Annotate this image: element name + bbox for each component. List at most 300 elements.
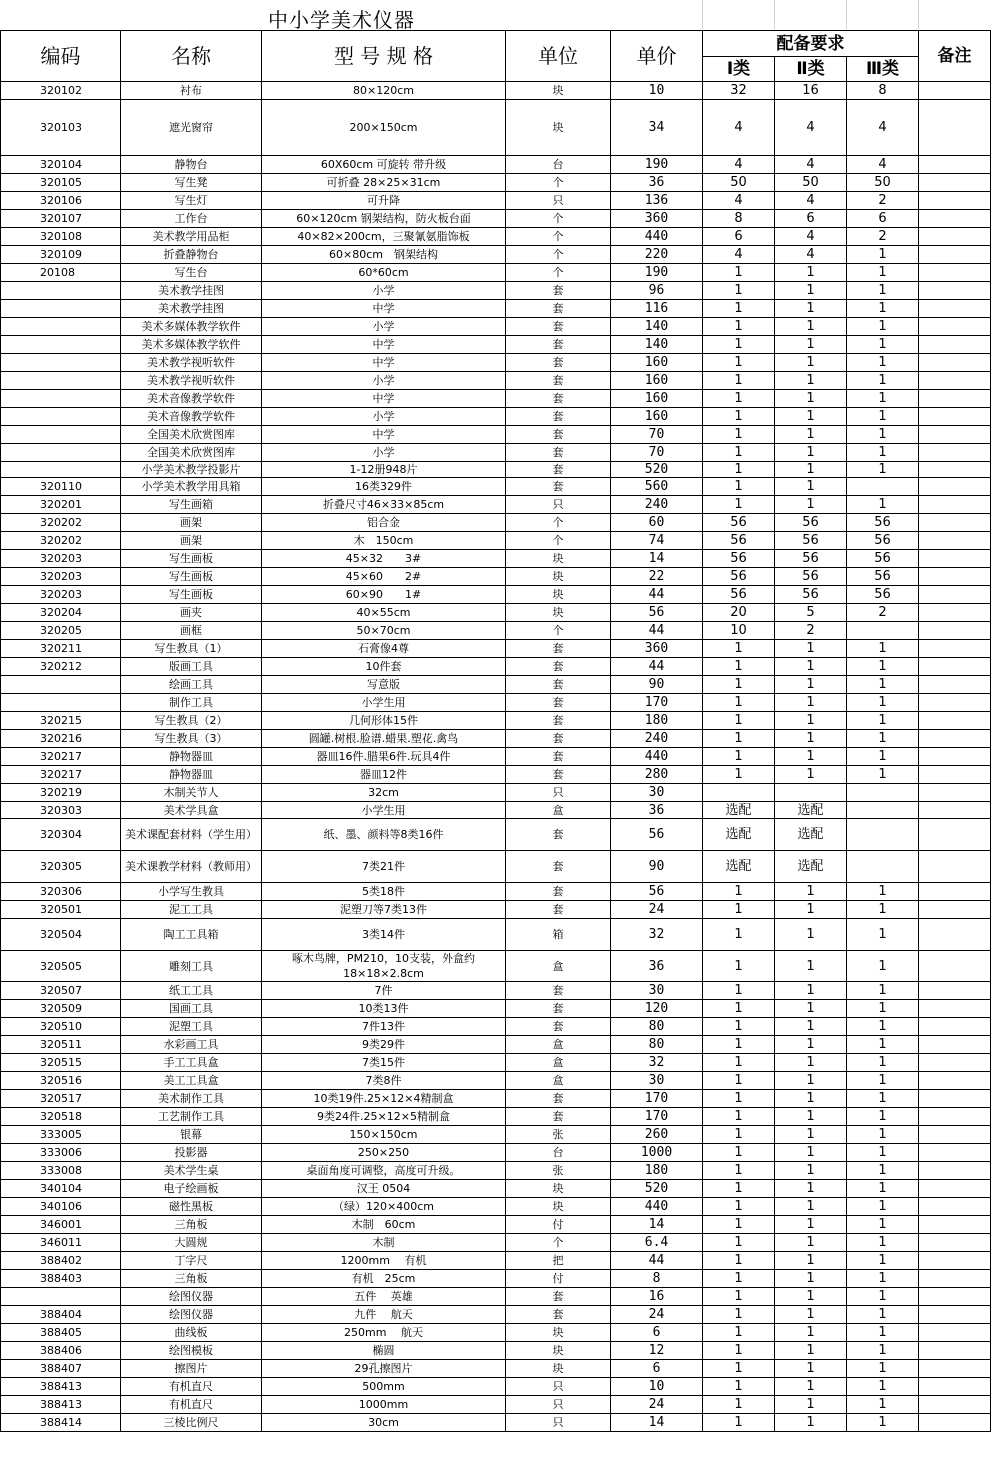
cell-spec: 木 150cm — [262, 532, 506, 550]
cell-class-1: 1 — [703, 1018, 775, 1036]
table-row — [1, 426, 991, 444]
table-row — [1, 478, 991, 496]
cell-unit: 套 — [506, 676, 611, 694]
cell-code: 340106 — [1, 1198, 121, 1216]
cell-spec: 7类15件 — [262, 1054, 506, 1072]
cell-remark — [919, 1234, 991, 1252]
cell-spec: 60X60cm 可旋转 带升级 — [262, 156, 506, 174]
cell-spec: 纸、墨、颜料等8类16件 — [262, 819, 506, 851]
cell-unit: 套 — [506, 658, 611, 676]
cell-price: 70 — [611, 444, 703, 462]
cell-class-3: 1 — [847, 1288, 919, 1306]
cell-code: 388402 — [1, 1252, 121, 1270]
table-row — [1, 1072, 991, 1090]
cell-name: 静物器皿 — [121, 748, 262, 766]
cell-class-3: 1 — [847, 1000, 919, 1018]
cell-class-2: 1 — [775, 1414, 847, 1432]
cell-remark — [919, 282, 991, 300]
cell-class-2: 1 — [775, 1090, 847, 1108]
cell-class-1: 56 — [703, 514, 775, 532]
cell-name: 国画工具 — [121, 1000, 262, 1018]
cell-class-2: 1 — [775, 1378, 847, 1396]
cell-spec: 几何形体15件 — [262, 712, 506, 730]
cell-spec: 1000mm — [262, 1396, 506, 1414]
cell-name: 写生画箱 — [121, 496, 262, 514]
cell-unit: 盒 — [506, 1054, 611, 1072]
cell-unit: 套 — [506, 336, 611, 354]
cell-class-3: 1 — [847, 1378, 919, 1396]
table-row — [1, 1342, 991, 1360]
header-price: 单价 — [611, 31, 703, 82]
cell-remark — [919, 1216, 991, 1234]
cell-class-1: 1 — [703, 640, 775, 658]
cell-unit: 只 — [506, 192, 611, 210]
cell-code: 320303 — [1, 802, 121, 819]
cell-code: 320518 — [1, 1108, 121, 1126]
cell-code: 388413 — [1, 1396, 121, 1414]
table-row — [1, 1000, 991, 1018]
cell-class-3: 1 — [847, 426, 919, 444]
table-row — [1, 444, 991, 462]
cell-class-1: 1 — [703, 1072, 775, 1090]
cell-class-1: 1 — [703, 748, 775, 766]
cell-unit: 套 — [506, 901, 611, 919]
cell-code: 320211 — [1, 640, 121, 658]
cell-remark — [919, 748, 991, 766]
cell-unit: 套 — [506, 372, 611, 390]
cell-class-2: 1 — [775, 336, 847, 354]
cell-spec: 中学 — [262, 390, 506, 408]
cell-code: 346011 — [1, 1234, 121, 1252]
cell-class-1: 1 — [703, 730, 775, 748]
cell-name: 绘图仪器 — [121, 1306, 262, 1324]
cell-unit: 只 — [506, 1414, 611, 1432]
table-row — [1, 1216, 991, 1234]
cell-spec: 150×150cm — [262, 1126, 506, 1144]
cell-spec: 1200mm 有机 — [262, 1252, 506, 1270]
table-row — [1, 586, 991, 604]
table-row — [1, 372, 991, 390]
cell-class-1: 50 — [703, 174, 775, 192]
table-row — [1, 1108, 991, 1126]
table-row — [1, 919, 991, 951]
cell-unit: 套 — [506, 766, 611, 784]
cell-remark — [919, 851, 991, 883]
table-row — [1, 408, 991, 426]
cell-name: 全国美术欣赏图库 — [121, 444, 262, 462]
cell-class-2: 1 — [775, 478, 847, 496]
cell-price: 220 — [611, 246, 703, 264]
cell-code: 388414 — [1, 1414, 121, 1432]
cell-unit: 套 — [506, 462, 611, 478]
cell-remark — [919, 951, 991, 982]
table-row — [1, 1018, 991, 1036]
cell-price: 240 — [611, 496, 703, 514]
cell-price: 190 — [611, 156, 703, 174]
cell-class-3: 1 — [847, 1360, 919, 1378]
cell-class-1: 1 — [703, 901, 775, 919]
cell-code: 320203 — [1, 568, 121, 586]
cell-code: 388413 — [1, 1378, 121, 1396]
cell-spec: 60×80cm 钢架结构 — [262, 246, 506, 264]
cell-code: 320215 — [1, 712, 121, 730]
cell-spec: 40×82×200cm，三聚氰氨脂饰板 — [262, 228, 506, 246]
cell-class-3: 1 — [847, 300, 919, 318]
cell-remark — [919, 496, 991, 514]
cell-unit: 只 — [506, 1396, 611, 1414]
cell-name: 泥塑工具 — [121, 1018, 262, 1036]
cell-price: 170 — [611, 694, 703, 712]
cell-price: 14 — [611, 550, 703, 568]
cell-unit: 盒 — [506, 951, 611, 982]
cell-unit: 块 — [506, 568, 611, 586]
cell-class-1: 1 — [703, 426, 775, 444]
cell-code: 320217 — [1, 748, 121, 766]
cell-remark — [919, 586, 991, 604]
cell-name: 工艺制作工具 — [121, 1108, 262, 1126]
cell-class-1: 1 — [703, 951, 775, 982]
cell-class-2: 6 — [775, 210, 847, 228]
table-row — [1, 192, 991, 210]
header-class-2: Ⅱ类 — [775, 57, 847, 82]
cell-spec: 桌面角度可调整，高度可升级。 — [262, 1162, 506, 1180]
cell-price: 10 — [611, 1378, 703, 1396]
cell-code: 320109 — [1, 246, 121, 264]
cell-unit: 套 — [506, 851, 611, 883]
cell-class-3 — [847, 622, 919, 640]
table-row — [1, 532, 991, 550]
cell-class-2: 56 — [775, 550, 847, 568]
cell-code: 320305 — [1, 851, 121, 883]
cell-class-2: 56 — [775, 586, 847, 604]
cell-price: 6.4 — [611, 1234, 703, 1252]
cell-spec: 30cm — [262, 1414, 506, 1432]
cell-class-1: 1 — [703, 372, 775, 390]
table-row — [1, 1270, 991, 1288]
cell-remark — [919, 478, 991, 496]
cell-price: 280 — [611, 766, 703, 784]
cell-price: 440 — [611, 1198, 703, 1216]
cell-class-1: 1 — [703, 1378, 775, 1396]
cell-class-1: 选配 — [703, 802, 775, 819]
cell-spec: 汉王 0504 — [262, 1180, 506, 1198]
cell-spec: 中学 — [262, 354, 506, 372]
table-row — [1, 640, 991, 658]
table-row — [1, 390, 991, 408]
cell-spec: 9类29件 — [262, 1036, 506, 1054]
cell-class-2: 1 — [775, 1252, 847, 1270]
cell-unit: 套 — [506, 819, 611, 851]
cell-class-2: 1 — [775, 951, 847, 982]
table-row — [1, 748, 991, 766]
cell-remark — [919, 1018, 991, 1036]
cell-spec: 有机 25cm — [262, 1270, 506, 1288]
cell-unit: 块 — [506, 586, 611, 604]
cell-code: 333006 — [1, 1144, 121, 1162]
cell-unit: 套 — [506, 748, 611, 766]
cell-spec: 7类21件 — [262, 851, 506, 883]
cell-unit: 个 — [506, 210, 611, 228]
cell-class-1: 选配 — [703, 851, 775, 883]
cell-price: 260 — [611, 1126, 703, 1144]
cell-class-2: 4 — [775, 192, 847, 210]
cell-class-3: 2 — [847, 228, 919, 246]
cell-remark — [919, 192, 991, 210]
table-row — [1, 658, 991, 676]
cell-remark — [919, 318, 991, 336]
cell-class-3: 56 — [847, 514, 919, 532]
cell-name: 写生台 — [121, 264, 262, 282]
cell-spec: 九件 航天 — [262, 1306, 506, 1324]
cell-unit: 块 — [506, 1360, 611, 1378]
cell-price: 96 — [611, 282, 703, 300]
cell-code: 320501 — [1, 901, 121, 919]
cell-code: 320203 — [1, 550, 121, 568]
cell-class-2: 50 — [775, 174, 847, 192]
cell-name: 绘画工具 — [121, 676, 262, 694]
cell-code — [1, 408, 121, 426]
cell-remark — [919, 1144, 991, 1162]
cell-unit: 张 — [506, 1126, 611, 1144]
cell-price: 74 — [611, 532, 703, 550]
cell-price: 24 — [611, 1306, 703, 1324]
cell-class-2: 1 — [775, 1216, 847, 1234]
cell-remark — [919, 156, 991, 174]
cell-name: 美术教学挂图 — [121, 300, 262, 318]
cell-class-1: 4 — [703, 246, 775, 264]
cell-spec: 小学 — [262, 282, 506, 300]
cell-spec: 10类19件.25×12×4精制盒 — [262, 1090, 506, 1108]
cell-price: 160 — [611, 408, 703, 426]
cell-remark — [919, 982, 991, 1000]
cell-price: 80 — [611, 1018, 703, 1036]
cell-spec: 32cm — [262, 784, 506, 802]
cell-class-1: 56 — [703, 532, 775, 550]
cell-remark — [919, 354, 991, 372]
cell-remark — [919, 730, 991, 748]
cell-code: 320515 — [1, 1054, 121, 1072]
cell-class-2: 4 — [775, 156, 847, 174]
cell-unit: 套 — [506, 354, 611, 372]
cell-price: 30 — [611, 784, 703, 802]
cell-spec: 60×120cm 钢架结构，防火板台面 — [262, 210, 506, 228]
cell-price: 160 — [611, 390, 703, 408]
cell-unit: 套 — [506, 1306, 611, 1324]
cell-unit: 个 — [506, 532, 611, 550]
cell-class-2: 1 — [775, 1036, 847, 1054]
cell-unit: 块 — [506, 100, 611, 156]
cell-class-1: 1 — [703, 336, 775, 354]
cell-class-2: 1 — [775, 730, 847, 748]
cell-price: 44 — [611, 658, 703, 676]
cell-class-3: 1 — [847, 1162, 919, 1180]
table-row — [1, 82, 991, 100]
cell-code — [1, 318, 121, 336]
cell-name: 写生画板 — [121, 586, 262, 604]
cell-remark — [919, 462, 991, 478]
cell-spec: 啄木鸟牌，PM210，10支装，外盒约18×18×2.8cm — [262, 951, 506, 982]
cell-class-1: 1 — [703, 694, 775, 712]
cell-unit: 套 — [506, 1000, 611, 1018]
cell-class-3: 1 — [847, 1324, 919, 1342]
header-unit: 单位 — [506, 31, 611, 82]
cell-class-1: 1 — [703, 658, 775, 676]
cell-name: 绘图仪器 — [121, 1288, 262, 1306]
sheet-title: 中小学美术仪器 — [268, 8, 415, 32]
cell-class-2: 1 — [775, 1198, 847, 1216]
cell-name: 美术课教学材料（教师用） — [121, 851, 262, 883]
header-remark: 备注 — [919, 31, 991, 82]
cell-price: 36 — [611, 802, 703, 819]
cell-class-3: 1 — [847, 336, 919, 354]
cell-remark — [919, 622, 991, 640]
cell-code: 320204 — [1, 604, 121, 622]
cell-price: 440 — [611, 748, 703, 766]
table-row — [1, 622, 991, 640]
cell-class-3 — [847, 851, 919, 883]
cell-class-2: 1 — [775, 766, 847, 784]
cell-name: 衬布 — [121, 82, 262, 100]
cell-class-1: 1 — [703, 1270, 775, 1288]
cell-unit: 付 — [506, 1216, 611, 1234]
cell-unit: 盒 — [506, 1072, 611, 1090]
cell-unit: 套 — [506, 390, 611, 408]
cell-remark — [919, 604, 991, 622]
cell-price: 30 — [611, 1072, 703, 1090]
cell-class-2: 1 — [775, 1144, 847, 1162]
cell-class-2: 1 — [775, 748, 847, 766]
cell-name: 静物台 — [121, 156, 262, 174]
cell-class-2: 1 — [775, 1288, 847, 1306]
cell-class-1: 1 — [703, 1396, 775, 1414]
cell-class-3: 1 — [847, 1216, 919, 1234]
cell-class-2: 1 — [775, 372, 847, 390]
cell-class-3: 1 — [847, 901, 919, 919]
table-row — [1, 676, 991, 694]
cell-name: 银幕 — [121, 1126, 262, 1144]
table-row — [1, 819, 991, 851]
cell-class-3: 1 — [847, 1414, 919, 1432]
cell-class-3 — [847, 819, 919, 851]
cell-spec: 200×150cm — [262, 100, 506, 156]
cell-name: 美术学生桌 — [121, 1162, 262, 1180]
cell-class-1: 1 — [703, 1252, 775, 1270]
cell-class-1: 56 — [703, 586, 775, 604]
cell-spec: 7件13件 — [262, 1018, 506, 1036]
cell-remark — [919, 694, 991, 712]
cell-code: 320507 — [1, 982, 121, 1000]
cell-class-2: 56 — [775, 514, 847, 532]
cell-remark — [919, 1198, 991, 1216]
cell-class-1: 4 — [703, 192, 775, 210]
cell-remark — [919, 568, 991, 586]
cell-remark — [919, 82, 991, 100]
table-row — [1, 802, 991, 819]
table-row — [1, 730, 991, 748]
cell-spec: 写意版 — [262, 676, 506, 694]
cell-name: 折叠静物台 — [121, 246, 262, 264]
cell-spec: 椭圆 — [262, 1342, 506, 1360]
cell-name: 写生教具（1） — [121, 640, 262, 658]
table-row — [1, 568, 991, 586]
cell-class-3: 50 — [847, 174, 919, 192]
cell-name: 写生画板 — [121, 550, 262, 568]
cell-spec: 45×60 2# — [262, 568, 506, 586]
cell-class-3: 1 — [847, 1252, 919, 1270]
cell-price: 170 — [611, 1090, 703, 1108]
cell-class-3: 1 — [847, 318, 919, 336]
cell-price: 34 — [611, 100, 703, 156]
cell-unit: 块 — [506, 1180, 611, 1198]
cell-class-3: 1 — [847, 748, 919, 766]
cell-class-2: 选配 — [775, 802, 847, 819]
cell-class-1: 1 — [703, 478, 775, 496]
header-class-1: Ⅰ类 — [703, 57, 775, 82]
table-row — [1, 1360, 991, 1378]
table-row — [1, 766, 991, 784]
cell-unit: 套 — [506, 1018, 611, 1036]
cell-unit: 套 — [506, 408, 611, 426]
cell-class-3: 1 — [847, 264, 919, 282]
cell-spec: 可升降 — [262, 192, 506, 210]
cell-price: 90 — [611, 676, 703, 694]
cell-class-3: 1 — [847, 408, 919, 426]
cell-price: 24 — [611, 1396, 703, 1414]
cell-class-1: 1 — [703, 1198, 775, 1216]
cell-remark — [919, 1108, 991, 1126]
cell-name: 小学美术教学投影片 — [121, 462, 262, 478]
cell-class-3: 1 — [847, 372, 919, 390]
cell-name: 画架 — [121, 514, 262, 532]
cell-class-2: 1 — [775, 1108, 847, 1126]
cell-unit: 套 — [506, 426, 611, 444]
table-row — [1, 1252, 991, 1270]
cell-class-3: 1 — [847, 982, 919, 1000]
cell-spec: 小学 — [262, 408, 506, 426]
cell-class-3: 1 — [847, 1054, 919, 1072]
table-row — [1, 851, 991, 883]
table-row — [1, 694, 991, 712]
cell-class-2: 1 — [775, 676, 847, 694]
table-row — [1, 1324, 991, 1342]
cell-class-3: 1 — [847, 496, 919, 514]
table-row — [1, 462, 991, 478]
cell-remark — [919, 372, 991, 390]
cell-remark — [919, 1414, 991, 1432]
table-row — [1, 550, 991, 568]
cell-remark — [919, 300, 991, 318]
cell-code — [1, 300, 121, 318]
cell-class-3: 1 — [847, 1144, 919, 1162]
cell-name: 写生凳 — [121, 174, 262, 192]
cell-name: 纸工工具 — [121, 982, 262, 1000]
cell-class-2: 选配 — [775, 819, 847, 851]
cell-code: 320107 — [1, 210, 121, 228]
cell-price: 180 — [611, 1162, 703, 1180]
cell-spec: 16类329件 — [262, 478, 506, 496]
cell-remark — [919, 766, 991, 784]
cell-spec: 木制 60cm — [262, 1216, 506, 1234]
cell-class-3: 1 — [847, 1018, 919, 1036]
cell-name: 美术学具盒 — [121, 802, 262, 819]
cell-code: 320104 — [1, 156, 121, 174]
cell-class-1: 1 — [703, 300, 775, 318]
header-code: 编码 — [1, 31, 121, 82]
cell-price: 140 — [611, 318, 703, 336]
cell-remark — [919, 444, 991, 462]
cell-unit: 套 — [506, 300, 611, 318]
cell-unit: 套 — [506, 1090, 611, 1108]
